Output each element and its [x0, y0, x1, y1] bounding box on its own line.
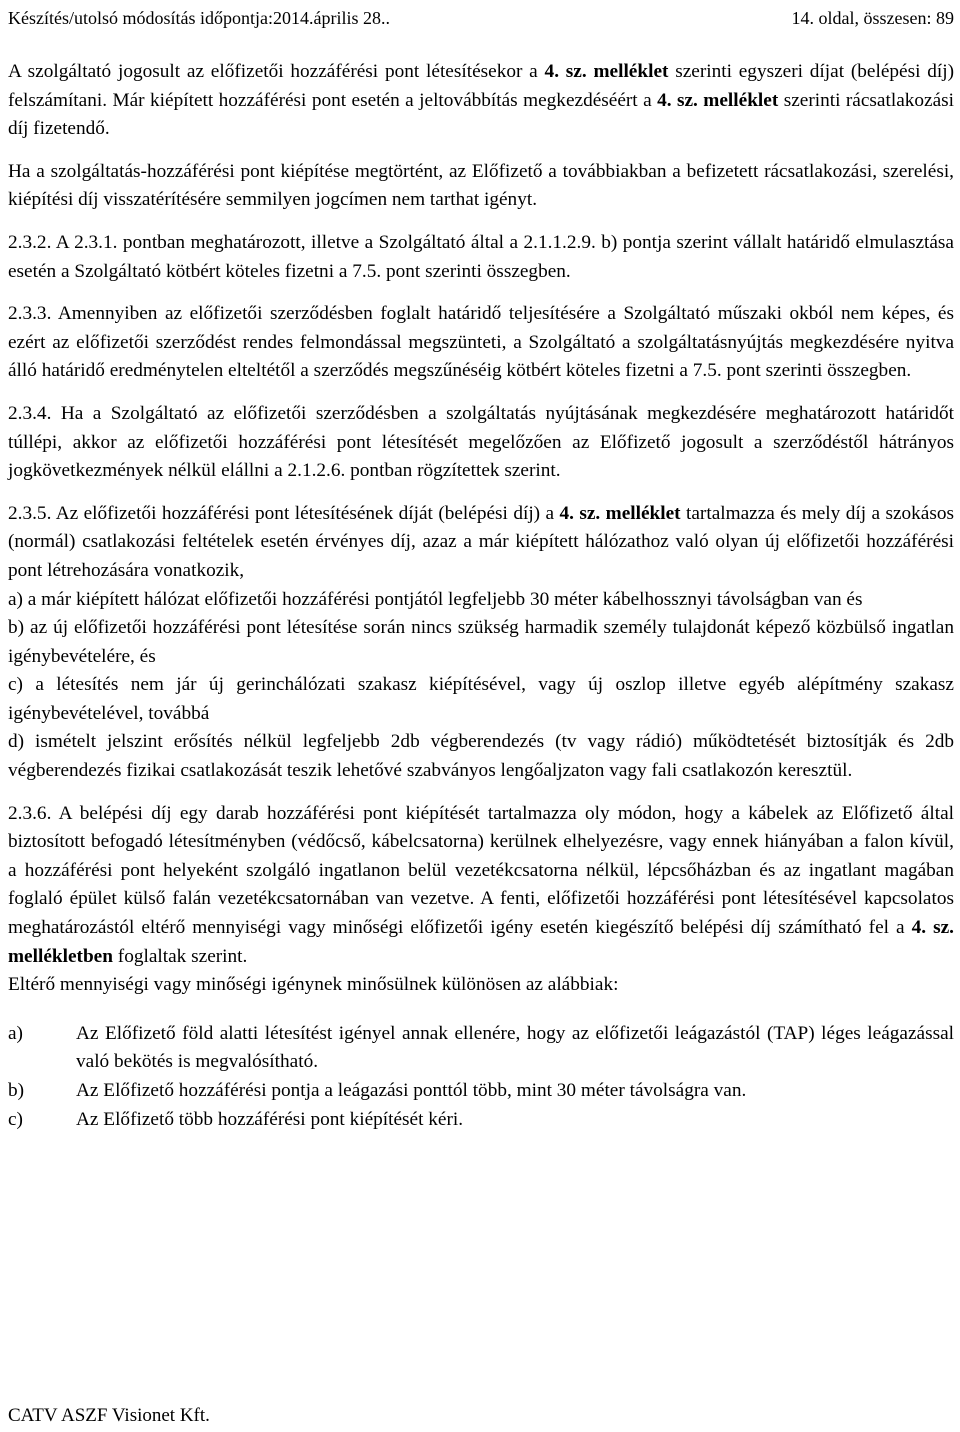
- list-item: [8, 1020, 954, 1077]
- list-item: [8, 1077, 954, 1106]
- condition-b: b) az új előfizetői hozzáférési pont létesítése során nincs szükség harmadik személy tulajdonát képező közbülső ingatlan igénybevételére, és: [8, 617, 954, 667]
- paragraph-list-intro: Eltérő mennyiségi vagy minőségi igénynek minősülnek különösen az alábbiak:: [8, 974, 619, 996]
- list-item-text: Az Előfizető több hozzáférési pont kiépítését kéri.: [76, 1108, 464, 1130]
- list-marker: a): [8, 1022, 23, 1044]
- header-date: Készítés/utolsó módosítás időpontja:2014.április 28..: [8, 8, 390, 28]
- paragraph-2-3-6: 2.3.6. A belépési díj egy darab hozzáférési pont kiépítését tartalmazza oly módon, hogy a kábelek az Előfizető által biztosított befogadó létesítményben (védőcső, kábelcsatorna) kerülnek elhelyezésre, vagy ennek hiányában a falon kívül, a hozzáférési pont helyeként szolgáló ingatlanon belül vezetékcsatorna nélkül, lépcsőházban és az ingatlant magában foglaló épület külső falán vezetékcsatornában van vezetve. A fenti, előfizetői hozzáférési pont létesítésével kapcsolatos meghatározástól eltérő mennyiségi vagy minőségi előfizetői igény esetén kiegészítő belépési díj számítható fel a 4. sz. mellékletben foglaltak szerint.: [8, 802, 954, 967]
- paragraph-2-3-2: 2.3.2. A 2.3.1. pontban meghatározott, illetve a Szolgáltató által a 2.1.1.2.9. b) pontja szerint vállalt határidő elmulasztása esetén a Szolgáltató kötbért köteles fizetni a 7.5. pont szerinti összegben.: [8, 231, 954, 282]
- list-marker: c): [8, 1108, 23, 1130]
- paragraph-2-3-3: 2.3.3. Amennyiben az előfizetői szerződésben foglalt határidő teljesítésére a Szolgáltató műszaki okból nem képes, és ezért az előfizetői szerződést rendes felmondással megszünteti, a Szolgáltató a szolgáltatásnyújtás megkezdésére nyitva álló határidő eredménytelen elteltétől a szerződés megszűnéséig kötbért köteles fizetni a 7.5. pont szerinti összegben.: [8, 303, 954, 382]
- deviation-list: [8, 1020, 954, 1134]
- document-body: [8, 58, 954, 1134]
- page-footer: CATV ASZF Visionet Kft.: [8, 1405, 210, 1426]
- list-item-text: Az Előfizető föld alatti létesítést igényel annak ellenére, hogy az előfizetői leágazástól (TAP) léges leágazással való bekötés is megvalósítható.: [76, 1022, 954, 1073]
- condition-d: d) ismételt jelszint erősítés nélkül legfeljebb 2db végberendezés (tv vagy rádió) működtetését biztosítják és 2db végberendezés fizikai csatlakozását teszik lehetővé szabványos lengőaljzaton vagy fali csatlakozón keresztül.: [8, 731, 954, 782]
- paragraph-no-refund: Ha a szolgáltatás-hozzáférési pont kiépítése megtörtént, az Előfizető a továbbiakban a befizetett rácsatlakozási, szerelési, kiépítési díj visszatérítésére semmilyen jogcímen nem tarthat igényt.: [8, 160, 954, 211]
- list-item: [8, 1106, 954, 1135]
- condition-c: c) a létesítés nem jár új gerinchálózati szakasz kiépítésével, vagy új oszlop illetve egyéb alépítmény szakasz igénybevételével, továbbá: [8, 674, 954, 724]
- paragraph-2-3-5: 2.3.5. Az előfizetői hozzáférési pont létesítésének díját (belépési díj) a 4. sz. melléklet tartalmazza és mely díj a szokásos (normál) csatlakozási feltételek esetén érvényes díj, azaz a már kiépített hálózathoz való olyan új előfizetői hozzáférési pont létrehozására vonatkozik, a) a már kiépített hálózat előfizetői hozzáférési pontjától legfeljebb 30 méter kábelhossznyi távolságban van és b) az új előfizetői hozzáférési pont létesítése során nincs szükség harmadik személy tulajdonát képező közbülső ingatlan igénybevételére, és c) a létesítés nem jár új gerinchálózati szakasz kiépítésével, vagy új oszlop illetve egyéb alépítmény szakasz igénybevételével, továbbá d) ismételt jelszint erősítés nélkül legfeljebb 2db végberendezés (tv vagy rádió) működtetését biztosítják és 2db végberendezés fizikai csatlakozását teszik lehetővé szabványos lengőaljzaton vagy fali csatlakozón keresztül.: [8, 502, 954, 782]
- header-page-number: 14. oldal, összesen: 89: [791, 8, 954, 28]
- list-marker: b): [8, 1080, 25, 1101]
- paragraph-2-3-4: 2.3.4. Ha a Szolgáltató az előfizetői szerződésben a szolgáltatás nyújtásának megkezdésére meghatározott határidőt túllépi, akkor az előfizetői hozzáférési pont létesítését megelőzően az Előfizető jogosult a szerződéstől hátrányos jogkövetkezmények nélkül elállni a 2.1.2.6. pontban rögzítettek szerint.: [8, 402, 954, 482]
- list-item-text: Az Előfizető hozzáférési pontja a leágazási ponttól több, mint 30 méter távolságra van.: [76, 1080, 747, 1101]
- paragraph-entry-fee: A szolgáltató jogosult az előfizetői hozzáférési pont létesítésekor a 4. sz. melléklet szerinti egyszeri díjat (belépési díj) felszámítani. Már kiépített hozzáférési pont esetén a jeltovábbítás megkezdéséért a 4. sz. melléklet szerinti rácsatlakozási díj fizetendő.: [8, 61, 955, 140]
- condition-a: a) a már kiépített hálózat előfizetői hozzáférési pontjától legfeljebb 30 méter kábelhossznyi távolságban van és: [8, 588, 863, 610]
- page-header: [8, 6, 954, 30]
